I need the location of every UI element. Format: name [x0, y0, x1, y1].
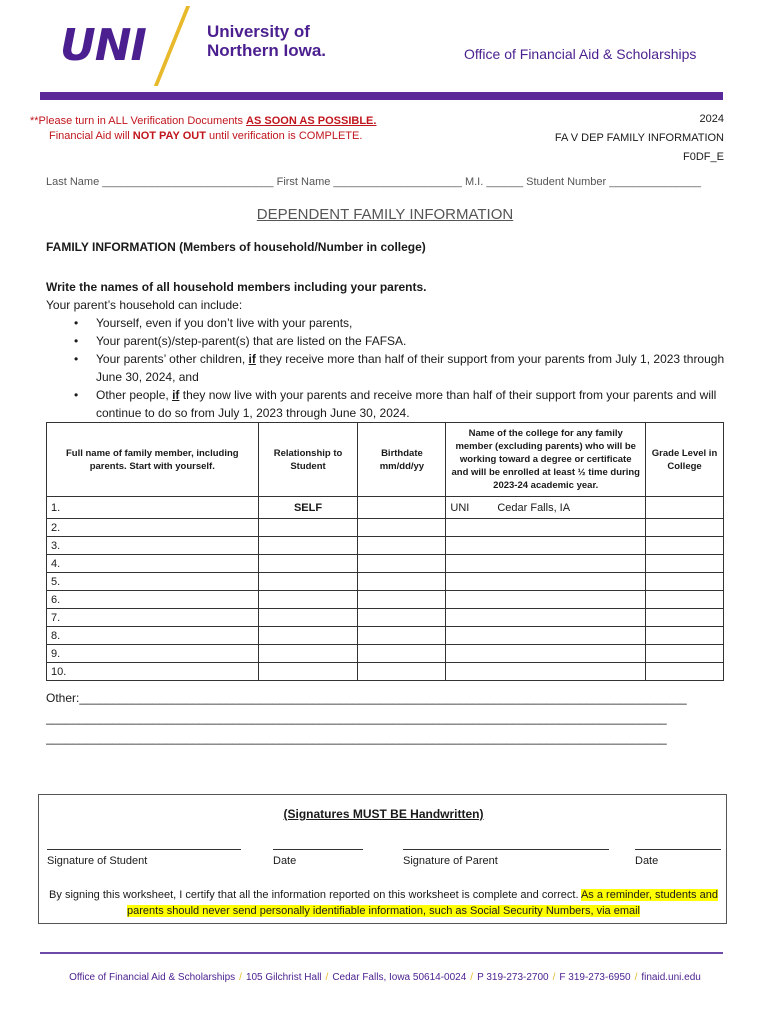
row-relationship-cell[interactable] — [258, 591, 358, 609]
bullet-others-suffix: they now live with your parents and receive more than half of their support from your parents and will continue to do so from July 1, 2023 through June 30, 2024. — [96, 388, 717, 420]
student-date-label: Date — [273, 855, 297, 867]
parent-date-line[interactable] — [635, 849, 721, 850]
form-name: FA V DEP FAMILY INFORMATION — [554, 132, 724, 144]
row-grade-cell[interactable] — [646, 663, 724, 681]
row-birthdate-cell[interactable] — [358, 591, 446, 609]
page-header — [0, 0, 770, 92]
footer-separator: / — [552, 972, 556, 983]
student-signature-label: Signature of Student — [47, 855, 148, 867]
table-row — [47, 537, 724, 555]
row-name-cell[interactable]: 7. — [47, 609, 259, 627]
table-row — [47, 497, 724, 519]
table-row — [47, 555, 724, 573]
row-college-cell[interactable] — [446, 555, 646, 573]
other-line3: _____________________________________________________________________________________________ — [46, 731, 667, 745]
row-relationship-cell[interactable] — [258, 555, 358, 573]
row-name-cell[interactable] — [47, 497, 259, 519]
student-signature-line[interactable] — [47, 849, 241, 850]
form-year: 2024 — [699, 113, 724, 125]
logo-slash-mark — [154, 6, 190, 86]
university-name — [207, 22, 326, 60]
row-grade-cell[interactable] — [646, 573, 724, 591]
parent-signature-line[interactable] — [403, 849, 609, 850]
uni-logo: UNI — [60, 20, 146, 71]
header-college: Name of the college for any family member (excluding parents) who will be working toward a degree or certificate and will be enrolled at least ½ time during 2023-24 academic year. — [446, 423, 646, 497]
household-bullet-others — [74, 386, 736, 422]
college-city: Cedar Falls, IA — [497, 501, 571, 514]
table-header-row — [47, 423, 724, 497]
other-notes[interactable] — [46, 688, 722, 748]
row-name-cell[interactable]: 4. — [47, 555, 259, 573]
row-college-cell[interactable] — [446, 497, 646, 519]
row-grade-cell[interactable] — [646, 519, 724, 537]
row-grade-cell[interactable] — [646, 645, 724, 663]
row-college-cell[interactable] — [446, 537, 646, 555]
notice-line2 — [30, 129, 376, 144]
signature-box — [38, 794, 727, 924]
row-name-cell[interactable]: 5. — [47, 573, 259, 591]
university-name-line2: Northern Iowa. — [207, 41, 327, 60]
table-row — [47, 591, 724, 609]
household-bullet-children — [74, 350, 736, 386]
parent-signature-label: Signature of Parent — [403, 855, 498, 867]
row-college-cell[interactable] — [446, 609, 646, 627]
row-relationship-cell[interactable] — [258, 519, 358, 537]
notice-line2-text: Financial Aid will — [49, 130, 133, 142]
student-date-line[interactable] — [273, 849, 363, 850]
row-number: 1. — [51, 501, 61, 514]
row-relationship-cell[interactable] — [258, 537, 358, 555]
row-birthdate-cell[interactable] — [358, 663, 446, 681]
footer-website-link[interactable]: finaid.uni.edu — [641, 972, 701, 983]
document-title — [0, 206, 770, 223]
certification-text: By signing this worksheet, I certify that all the information reported on this worksheet is complete and correct. — [49, 889, 581, 901]
table-row — [47, 573, 724, 591]
header-birthdate: Birthdate mm/dd/yy — [358, 423, 446, 497]
row-name-cell[interactable]: 10. — [47, 663, 259, 681]
row-name-cell[interactable]: 6. — [47, 591, 259, 609]
row-grade-cell[interactable] — [646, 609, 724, 627]
row-college-cell[interactable] — [446, 627, 646, 645]
table-row — [47, 627, 724, 645]
row-birthdate-cell[interactable] — [358, 537, 446, 555]
notice-line1-text: **Please turn in ALL Verification Documents — [30, 115, 247, 127]
header-divider — [40, 92, 723, 100]
notice-line1 — [30, 114, 376, 129]
row-grade-cell[interactable] — [646, 537, 724, 555]
other-line2: _____________________________________________________________________________________________ — [46, 711, 667, 725]
row-relationship-cell[interactable] — [258, 573, 358, 591]
notice-emphasis: AS SOON AS POSSIBLE. — [246, 115, 377, 127]
bullet-children-if: if — [248, 352, 256, 366]
college-name: UNI — [450, 501, 470, 514]
row-name-cell[interactable]: 8. — [47, 627, 259, 645]
footer-separator: / — [325, 972, 329, 983]
certification-statement — [49, 887, 718, 919]
family-member-table — [46, 422, 724, 681]
row-college-cell[interactable] — [446, 645, 646, 663]
footer-separator: / — [634, 972, 638, 983]
header-relationship: Relationship to Student — [258, 423, 358, 497]
row-name-cell[interactable]: 2. — [47, 519, 259, 537]
footer-separator: / — [239, 972, 242, 983]
row-college-cell[interactable] — [446, 573, 646, 591]
row-relationship-cell[interactable] — [258, 645, 358, 663]
table-row — [47, 519, 724, 537]
row-birthdate-cell[interactable] — [358, 573, 446, 591]
signature-title: (Signatures MUST BE Handwritten) — [283, 807, 484, 821]
footer-separator: / — [470, 972, 474, 983]
footer-fax: F 319-273-6950 — [559, 972, 631, 983]
page-footer — [0, 972, 770, 983]
instructions-lead: Write the names of all household members including your parents. — [46, 280, 427, 294]
parent-date-label: Date — [635, 855, 659, 867]
row-grade-cell[interactable] — [646, 591, 724, 609]
table-row — [47, 663, 724, 681]
row-relationship-cell[interactable] — [258, 609, 358, 627]
row-college-cell[interactable] — [446, 591, 646, 609]
form-identifier — [555, 110, 724, 167]
header-full-name: Full name of family member, including parents. Start with yourself. — [47, 423, 259, 497]
footer-phone: P 319-273-2700 — [477, 972, 549, 983]
university-name-line1: University of — [207, 22, 310, 41]
household-list — [74, 314, 736, 422]
bullet-children-suffix: they receive more than half of their support from your parents from July 1, 2023 through June 30, 2024, and — [96, 352, 725, 384]
row-birthdate-cell[interactable] — [358, 497, 446, 519]
notice-not-pay-out: NOT PAY OUT — [132, 130, 206, 142]
verification-notice — [30, 114, 376, 144]
row-grade-cell[interactable] — [646, 627, 724, 645]
notice-line2-suffix: until verification is COMPLETE. — [205, 130, 363, 142]
row-college-cell[interactable] — [446, 663, 646, 681]
row-grade-cell[interactable] — [646, 555, 724, 573]
row-name-cell[interactable]: 3. — [47, 537, 259, 555]
privacy-reminder-highlight: As a reminder, students and parents should never send personally identifiable information, such as Social Security Numbers, via email — [127, 889, 718, 917]
household-bullet-parents: • Your parent(s)/step-parent(s) that are listed on the FAFSA. — [74, 332, 736, 350]
document-title-text: DEPENDENT FAMILY INFORMATION — [256, 206, 514, 223]
form-code: F0DF_E — [683, 151, 724, 163]
row-college-cell[interactable] — [446, 519, 646, 537]
row-relationship-cell[interactable] — [258, 663, 358, 681]
header-grade-level: Grade Level in College — [646, 423, 724, 497]
footer-office: Office of Financial Aid & Scholarships — [69, 972, 236, 983]
row-birthdate-cell[interactable] — [358, 609, 446, 627]
table-row — [47, 609, 724, 627]
row-relationship-cell[interactable]: SELF — [258, 497, 358, 519]
bullet-others-if: if — [172, 388, 180, 402]
bullet-children-prefix: Your parents’ other children, — [96, 352, 249, 366]
row-birthdate-cell[interactable] — [358, 555, 446, 573]
instructions-intro: Your parent’s household can include: — [46, 298, 243, 312]
row-relationship-cell[interactable] — [258, 627, 358, 645]
office-title: Office of Financial Aid & Scholarships — [464, 46, 697, 62]
table-row — [47, 645, 724, 663]
row-birthdate-cell[interactable] — [358, 519, 446, 537]
student-info-line[interactable]: Last Name ____________________________ First Name _____________________ M.I. ______ Student Number _______________ — [46, 176, 702, 188]
footer-address2: Cedar Falls, Iowa 50614-0024 — [332, 972, 467, 983]
footer-divider — [40, 952, 723, 954]
row-birthdate-cell[interactable] — [358, 627, 446, 645]
row-birthdate-cell[interactable] — [358, 645, 446, 663]
other-line1: Other:___________________________________________________________________________________________ — [46, 691, 687, 705]
row-grade-cell[interactable] — [646, 497, 724, 519]
section-heading: FAMILY INFORMATION (Members of household/Number in college) — [46, 240, 426, 254]
row-name-cell[interactable]: 9. — [47, 645, 259, 663]
household-bullet-yourself: • Yourself, even if you don’t live with your parents, — [74, 314, 736, 332]
instructions — [46, 278, 736, 422]
bullet-others-prefix: Other people, — [96, 388, 173, 402]
footer-address1: 105 Gilchrist Hall — [245, 972, 322, 983]
